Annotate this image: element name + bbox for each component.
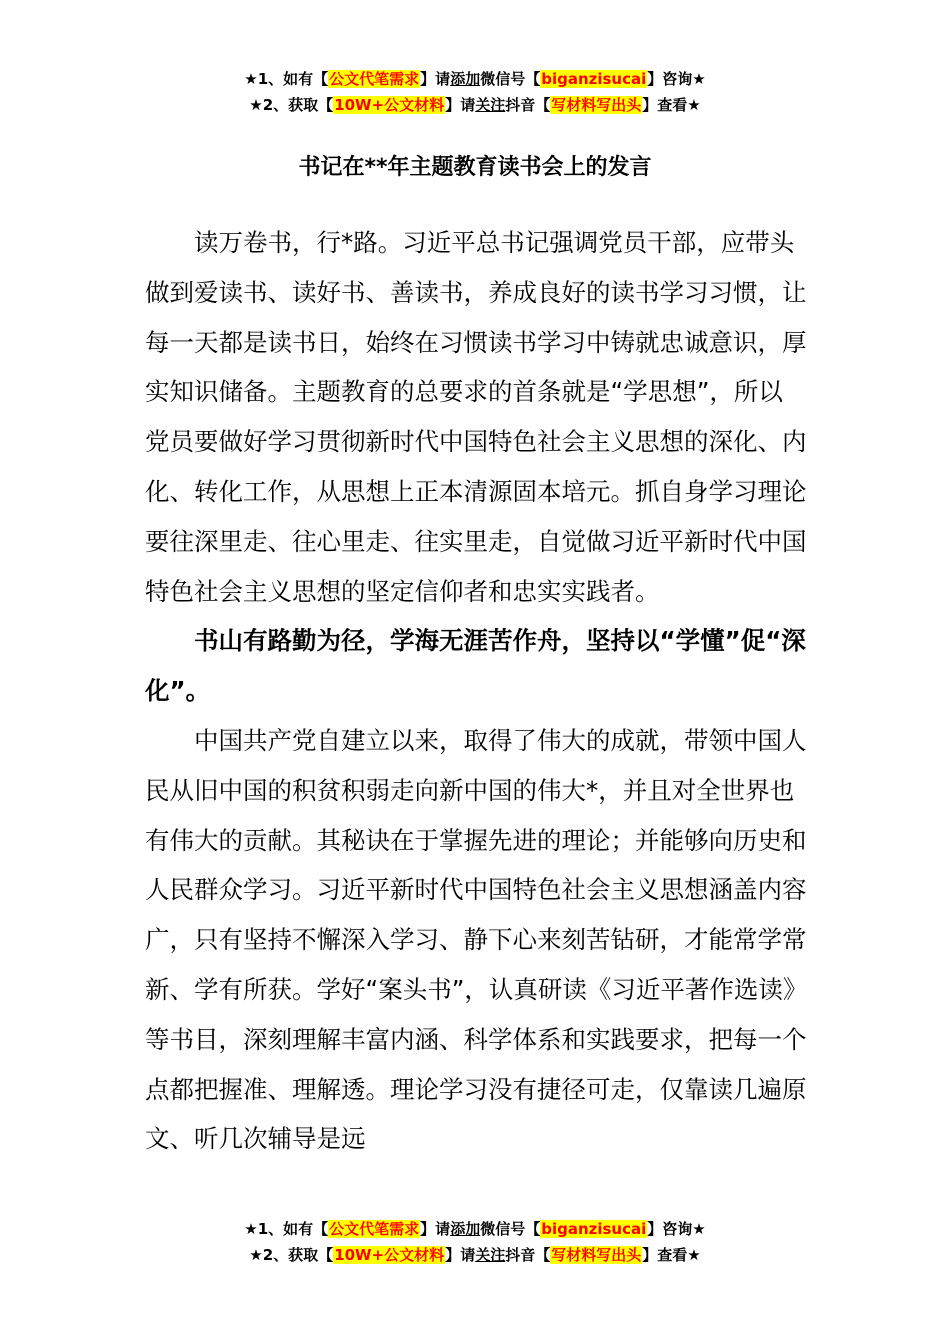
highlight-materials: 10W+公文材料	[334, 1246, 445, 1264]
banner-underlined-text: 添加	[450, 1220, 481, 1238]
section-heading: 书山有路勤为径，学海无涯苦作舟，坚持以“学懂”促“深化”。	[145, 626, 806, 706]
banner-text: 】请	[420, 70, 451, 88]
highlight-ghostwriting: 公文代笔需求	[329, 70, 420, 88]
banner-text: 】咨询★	[647, 70, 706, 88]
banner-line-1	[0, 66, 950, 92]
banner-underlined-text: 添加	[450, 70, 481, 88]
banner-line-2	[0, 92, 950, 118]
banner-underlined-text: 关注	[475, 96, 506, 114]
body-paragraph: 读万卷书，行*路。习近平总书记强调党员干部，应带头做到爱读书、读好书、善读书，养成良好的读书学习习惯，让每一天都是读书日，始终在习惯读书学习中铸就忠诚意识，厚实知识储备。主题教育的总要求的首条就是“学思想”，所以党员要做好学习贯彻新时代中国特色社会主义思想的深化、内化、转化工作，从思想上正本清源固本培元。抓自身学习理论要往深里走、往心里走、往实里走，自觉做习近平新时代中国特色社会主义思想的坚定信仰者和忠实实践者。	[145, 228, 807, 606]
highlight-wechat-id: biganzisucai	[541, 70, 647, 88]
banner-text: 抖音【	[505, 1246, 551, 1264]
document-title: 书记在**年主题教育读书会上的发言	[298, 155, 652, 180]
header-banner	[0, 66, 950, 118]
banner-text: ★2、获取【	[249, 1246, 334, 1264]
body-paragraph: 中国共产党自建立以来，取得了伟大的成就，带领中国人民从旧中国的积贫积弱走向新中国的伟大*，并且对全世界也有伟大的贡献。其秘诀在于掌握先进的理论；并能够向历史和人民群众学习。习近平新时代中国特色社会主义思想涵盖内容广，只有坚持不懈深入学习、静下心来刻苦钻研，才能常学常新、学有所获。学好“案头书”，认真研读《习近平著作选读》等书目，深刻理解丰富内涵、科学体系和实践要求，把每一个点都把握准、理解透。理论学习没有捷径可走，仅靠读几遍原文、听几次辅导是远	[145, 725, 807, 1154]
footer-banner	[0, 1216, 950, 1268]
banner-text: ★1、如有【	[244, 70, 329, 88]
banner-text: 】请	[420, 1220, 451, 1238]
banner-underlined-text: 关注	[475, 1246, 506, 1264]
banner-text: ★1、如有【	[244, 1220, 329, 1238]
banner-text: 微信号【	[480, 70, 541, 88]
banner-text: 】请	[445, 96, 476, 114]
highlight-douyin-account: 写材料写出头	[551, 1246, 642, 1264]
highlight-wechat-id: biganzisucai	[541, 1220, 647, 1238]
banner-text: 】请	[445, 1246, 476, 1264]
banner-text: 微信号【	[480, 1220, 541, 1238]
banner-text: 】咨询★	[647, 1220, 706, 1238]
banner-text: ★2、获取【	[249, 96, 334, 114]
banner-text: 】查看★	[642, 96, 701, 114]
banner-text: 抖音【	[505, 96, 551, 114]
document-body	[145, 218, 807, 1164]
highlight-materials: 10W+公文材料	[334, 96, 445, 114]
banner-line-1	[0, 1216, 950, 1242]
highlight-ghostwriting: 公文代笔需求	[329, 1220, 420, 1238]
highlight-douyin-account: 写材料写出头	[551, 96, 642, 114]
banner-text: 】查看★	[642, 1246, 701, 1264]
banner-line-2	[0, 1242, 950, 1268]
